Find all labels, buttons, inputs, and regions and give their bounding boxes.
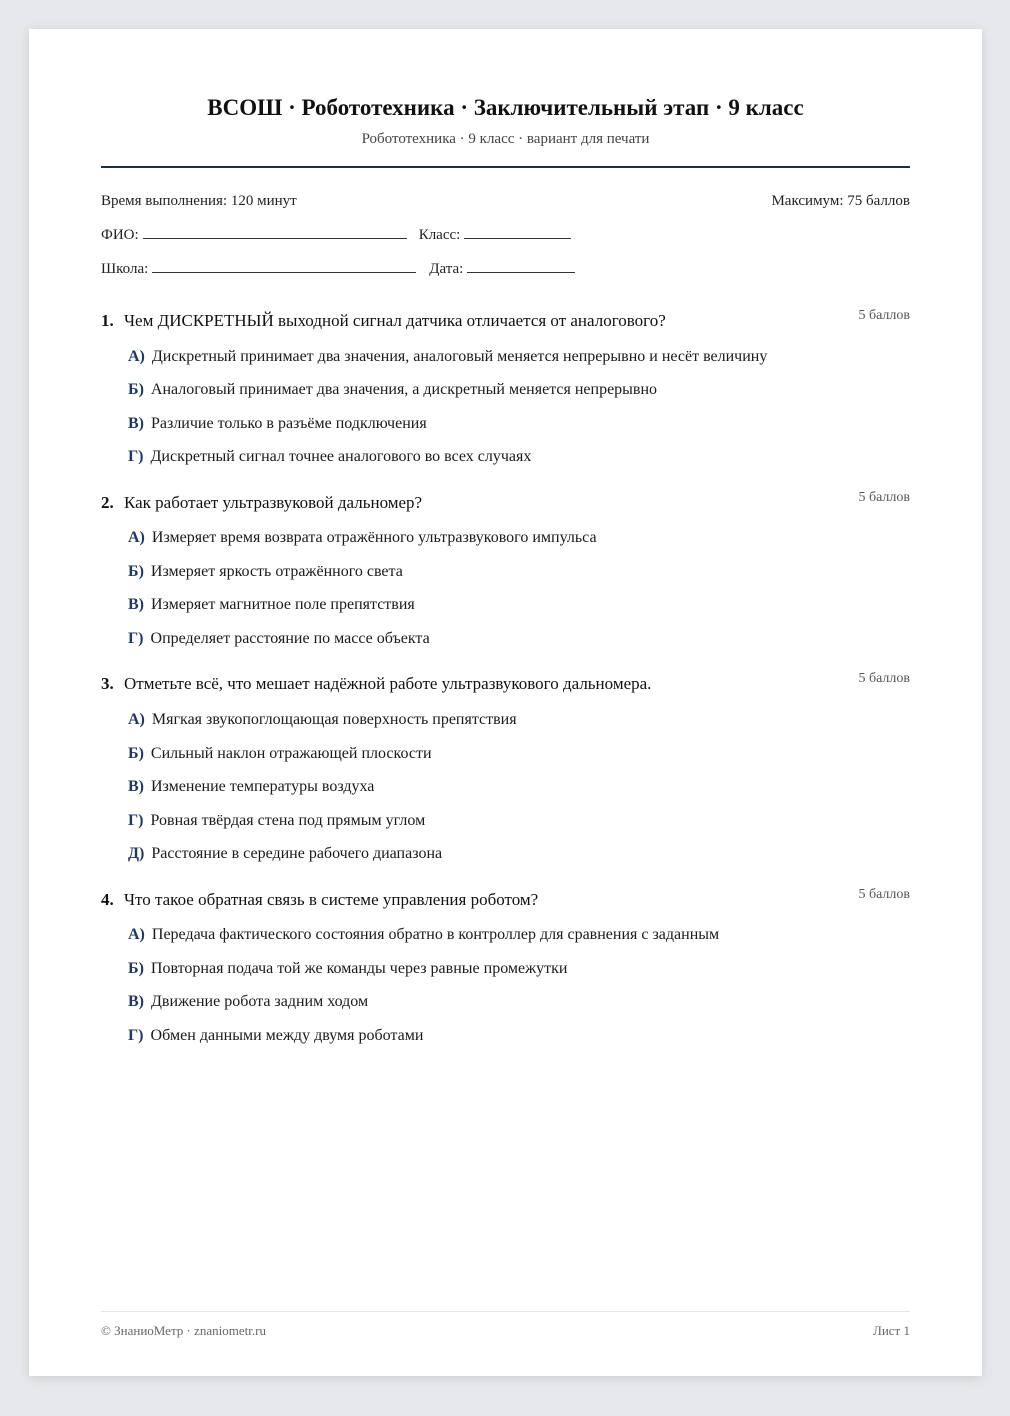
school-label: Школа: (101, 261, 149, 277)
option-text: Сильный наклон отражающей плоскости (150, 745, 432, 762)
option-letter: А) (128, 926, 145, 943)
header-divider (101, 166, 910, 168)
option-letter: Д) (128, 845, 145, 862)
question-number: 2. (101, 493, 114, 512)
option-v[interactable] (128, 415, 427, 433)
option-b[interactable] (128, 960, 568, 978)
option-text: Аналоговый принимает два значения, а дискретный меняется непрерывно (150, 381, 658, 398)
option-letter: В) (128, 415, 144, 432)
option-g[interactable] (128, 1027, 423, 1045)
option-text: Мягкая звукопоглощающая поверхность препятствия (151, 711, 517, 728)
question-text: Чем ДИСКРЕТНЫЙ выходной сигнал датчика отличается от аналогового? (124, 311, 666, 330)
option-b[interactable] (128, 563, 403, 581)
class-field[interactable] (464, 226, 571, 239)
footer-divider (101, 1311, 910, 1312)
question-header (101, 308, 910, 333)
question-header (101, 887, 910, 912)
question-text: Что такое обратная связь в системе управления роботом? (124, 890, 539, 909)
option-text: Дискретный сигнал точнее аналогового во всех случаях (150, 448, 532, 465)
question-points: 5 баллов (858, 308, 910, 323)
question-3 (101, 671, 910, 862)
option-text: Измеряет время возврата отражённого ультразвукового импульса (151, 529, 597, 546)
option-letter: Г) (128, 1027, 144, 1044)
sheet-content (101, 29, 910, 1376)
school-field[interactable] (152, 260, 416, 273)
question-number: 3. (101, 674, 114, 693)
question-text: Как работает ультразвуковой дальномер? (124, 493, 423, 512)
fio-field[interactable] (143, 226, 407, 239)
name-class-row (101, 226, 910, 244)
option-letter: Г) (128, 630, 144, 647)
exam-sheet (29, 29, 982, 1376)
option-text: Изменение температуры воздуха (151, 778, 375, 795)
option-text: Дискретный принимает два значения, аналоговый меняется непрерывно и несёт величину (151, 348, 768, 365)
question-points: 5 баллов (858, 887, 910, 902)
exam-meta (101, 193, 910, 210)
option-v[interactable] (128, 778, 374, 796)
option-letter: Б) (128, 563, 144, 580)
option-text: Повторная подача той же команды через равные промежутки (150, 960, 568, 977)
option-a[interactable] (128, 529, 597, 547)
footer-copyright: © ЗнаниоМетр · znaniometr.ru (101, 1323, 266, 1338)
option-letter: Г) (128, 812, 144, 829)
question-4 (101, 887, 910, 1044)
question-number: 1. (101, 311, 114, 330)
option-g[interactable] (128, 448, 531, 466)
option-letter: Г) (128, 448, 144, 465)
option-a[interactable] (128, 348, 767, 366)
date-label: Дата: (429, 261, 464, 277)
option-text: Определяет расстояние по массе объекта (150, 630, 430, 647)
page-subtitle: Робототехника · 9 класс · вариант для печати (361, 131, 650, 147)
page-title: ВСОШ · Робототехника · Заключительный этап · 9 класс (207, 95, 804, 120)
school-date-row (101, 260, 910, 278)
option-letter: Б) (128, 381, 144, 398)
option-v[interactable] (128, 596, 415, 614)
time-limit: Время выполнения: 120 минут (101, 193, 297, 209)
option-text: Ровная твёрдая стена под прямым углом (150, 812, 426, 829)
option-a[interactable] (128, 926, 719, 944)
page-number: Лист 1 (873, 1323, 910, 1338)
class-label: Класс: (418, 227, 461, 243)
option-a[interactable] (128, 711, 517, 729)
option-g[interactable] (128, 812, 425, 830)
option-letter: А) (128, 529, 145, 546)
date-field[interactable] (467, 260, 575, 273)
question-points: 5 баллов (858, 671, 910, 686)
option-text: Расстояние в середине рабочего диапазона (151, 845, 443, 862)
option-text: Передача фактического состояния обратно в контроллер для сравнения с заданным (151, 926, 720, 943)
max-score: Максимум: 75 баллов (771, 193, 910, 209)
option-b[interactable] (128, 381, 657, 399)
option-letter: А) (128, 348, 145, 365)
option-text: Измеряет яркость отражённого света (150, 563, 403, 580)
question-text: Отметьте всё, что мешает надёжной работе ультразвукового дальномера. (124, 674, 652, 693)
question-header (101, 671, 910, 696)
option-text: Измеряет магнитное поле препятствия (151, 596, 415, 613)
option-g[interactable] (128, 630, 430, 648)
option-letter: Б) (128, 960, 144, 977)
option-text: Различие только в разъёме подключения (151, 415, 427, 432)
option-letter: В) (128, 778, 144, 795)
option-letter: В) (128, 993, 144, 1010)
option-letter: В) (128, 596, 144, 613)
option-v[interactable] (128, 993, 368, 1011)
question-points: 5 баллов (858, 490, 910, 505)
page-footer (101, 1323, 910, 1339)
fio-label: ФИО: (101, 227, 139, 243)
option-b[interactable] (128, 745, 432, 763)
question-1 (101, 308, 910, 465)
question-header (101, 490, 910, 515)
option-letter: Б) (128, 745, 144, 762)
option-letter: А) (128, 711, 145, 728)
question-2 (101, 490, 910, 647)
option-text: Движение робота задним ходом (151, 993, 369, 1010)
question-number: 4. (101, 890, 114, 909)
option-d[interactable] (128, 845, 442, 863)
option-text: Обмен данными между двумя роботами (150, 1027, 424, 1044)
